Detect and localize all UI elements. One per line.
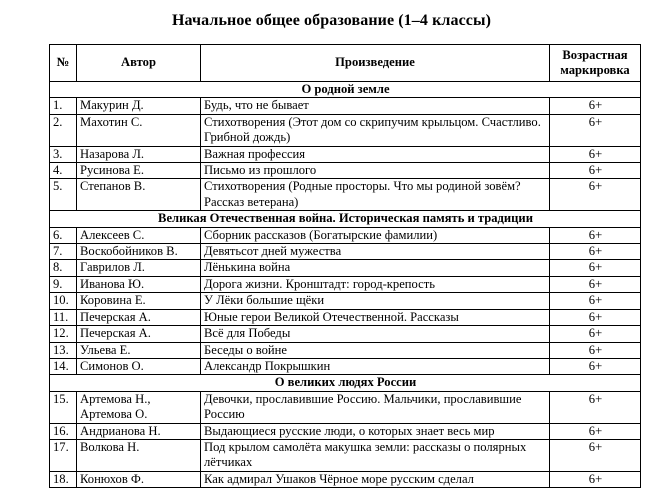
author-cell: Воскобойников В. bbox=[77, 244, 201, 260]
row-number-cell: 1. bbox=[50, 98, 77, 114]
row-number-cell: 12. bbox=[50, 326, 77, 342]
author-cell: Печерская А. bbox=[77, 309, 201, 325]
row-number-cell: 9. bbox=[50, 276, 77, 292]
table-row bbox=[50, 471, 641, 487]
table-row bbox=[50, 439, 641, 471]
age-rating-cell: 6+ bbox=[550, 163, 641, 179]
section-heading: О родной земле bbox=[50, 82, 641, 98]
table-row bbox=[50, 342, 641, 358]
age-rating-cell: 6+ bbox=[550, 309, 641, 325]
section-heading-row bbox=[50, 82, 641, 98]
author-cell: Гаврилов Л. bbox=[77, 260, 201, 276]
work-cell: У Лёки большие щёки bbox=[201, 293, 550, 309]
table-row bbox=[50, 326, 641, 342]
table-row bbox=[50, 179, 641, 211]
row-number-cell: 2. bbox=[50, 114, 77, 146]
row-number-cell: 7. bbox=[50, 244, 77, 260]
work-cell: Александр Покрышкин bbox=[201, 358, 550, 374]
age-rating-cell: 6+ bbox=[550, 114, 641, 146]
author-cell: Русинова Е. bbox=[77, 163, 201, 179]
table-row bbox=[50, 276, 641, 292]
age-rating-cell: 6+ bbox=[550, 358, 641, 374]
age-rating-cell: 6+ bbox=[550, 423, 641, 439]
section-heading: Великая Отечественная война. Историческая память и традиции bbox=[50, 211, 641, 227]
author-cell: Макурин Д. bbox=[77, 98, 201, 114]
table-row bbox=[50, 293, 641, 309]
table-row bbox=[50, 114, 641, 146]
work-cell: Юные герои Великой Отечественной. Рассказы bbox=[201, 309, 550, 325]
author-cell: Назарова Л. bbox=[77, 146, 201, 162]
work-cell: Будь, что не бывает bbox=[201, 98, 550, 114]
work-cell: Всё для Победы bbox=[201, 326, 550, 342]
author-cell: Алексеев С. bbox=[77, 227, 201, 243]
row-number-cell: 13. bbox=[50, 342, 77, 358]
author-cell: Махотин С. bbox=[77, 114, 201, 146]
column-header-age: Возрастная маркировка bbox=[550, 45, 641, 82]
work-cell: Девочки, прославившие Россию. Мальчики, прославившие Россию bbox=[201, 391, 550, 423]
work-cell: Важная профессия bbox=[201, 146, 550, 162]
column-header-num: № bbox=[50, 45, 77, 82]
work-cell: Выдающиеся русские люди, о которых знает весь мир bbox=[201, 423, 550, 439]
row-number-cell: 8. bbox=[50, 260, 77, 276]
table-row bbox=[50, 227, 641, 243]
author-cell: Артемова Н., Артемова О. bbox=[77, 391, 201, 423]
author-cell: Печерская А. bbox=[77, 326, 201, 342]
age-rating-cell: 6+ bbox=[550, 98, 641, 114]
row-number-cell: 11. bbox=[50, 309, 77, 325]
table-row bbox=[50, 98, 641, 114]
work-cell: Под крылом самолёта макушка земли: рассказы о полярных лётчиках bbox=[201, 439, 550, 471]
row-number-cell: 10. bbox=[50, 293, 77, 309]
work-cell: Стихотворения (Этот дом со скрипучим крыльцом. Счастливо. Грибной дождь) bbox=[201, 114, 550, 146]
age-rating-cell: 6+ bbox=[550, 276, 641, 292]
row-number-cell: 17. bbox=[50, 439, 77, 471]
work-cell: Сборник рассказов (Богатырские фамилии) bbox=[201, 227, 550, 243]
table-row bbox=[50, 358, 641, 374]
work-cell: Дорога жизни. Кронштадт: город-крепость bbox=[201, 276, 550, 292]
book-table bbox=[49, 44, 641, 488]
table-row bbox=[50, 391, 641, 423]
row-number-cell: 18. bbox=[50, 471, 77, 487]
table-header-row bbox=[50, 45, 641, 82]
row-number-cell: 5. bbox=[50, 179, 77, 211]
column-header-author: Автор bbox=[77, 45, 201, 82]
author-cell: Иванова Ю. bbox=[77, 276, 201, 292]
age-rating-cell: 6+ bbox=[550, 146, 641, 162]
table-row bbox=[50, 423, 641, 439]
age-rating-cell: 6+ bbox=[550, 244, 641, 260]
section-heading-row bbox=[50, 211, 641, 227]
table-row bbox=[50, 309, 641, 325]
work-cell: Девятьсот дней мужества bbox=[201, 244, 550, 260]
age-rating-cell: 6+ bbox=[550, 342, 641, 358]
row-number-cell: 15. bbox=[50, 391, 77, 423]
section-heading-row bbox=[50, 375, 641, 391]
work-cell: Беседы о войне bbox=[201, 342, 550, 358]
column-header-work: Произведение bbox=[201, 45, 550, 82]
author-cell: Симонов О. bbox=[77, 358, 201, 374]
table-row bbox=[50, 163, 641, 179]
age-rating-cell: 6+ bbox=[550, 326, 641, 342]
author-cell: Коровина Е. bbox=[77, 293, 201, 309]
age-rating-cell: 6+ bbox=[550, 227, 641, 243]
work-cell: Стихотворения (Родные просторы. Что мы родиной зовём? Рассказ ветерана) bbox=[201, 179, 550, 211]
row-number-cell: 3. bbox=[50, 146, 77, 162]
age-rating-cell: 6+ bbox=[550, 391, 641, 423]
author-cell: Степанов В. bbox=[77, 179, 201, 211]
section-heading: О великих людях России bbox=[50, 375, 641, 391]
row-number-cell: 4. bbox=[50, 163, 77, 179]
work-cell: Как адмирал Ушаков Чёрное море русским сделал bbox=[201, 471, 550, 487]
table-row bbox=[50, 244, 641, 260]
author-cell: Ульева Е. bbox=[77, 342, 201, 358]
table-body bbox=[50, 82, 641, 488]
table-row bbox=[50, 146, 641, 162]
author-cell: Волкова Н. bbox=[77, 439, 201, 471]
row-number-cell: 14. bbox=[50, 358, 77, 374]
age-rating-cell: 6+ bbox=[550, 260, 641, 276]
row-number-cell: 6. bbox=[50, 227, 77, 243]
age-rating-cell: 6+ bbox=[550, 293, 641, 309]
work-cell: Письмо из прошлого bbox=[201, 163, 550, 179]
table-row bbox=[50, 260, 641, 276]
author-cell: Конюхов Ф. bbox=[77, 471, 201, 487]
age-rating-cell: 6+ bbox=[550, 439, 641, 471]
age-rating-cell: 6+ bbox=[550, 471, 641, 487]
row-number-cell: 16. bbox=[50, 423, 77, 439]
age-rating-cell: 6+ bbox=[550, 179, 641, 211]
work-cell: Лёнькина война bbox=[201, 260, 550, 276]
author-cell: Андрианова Н. bbox=[77, 423, 201, 439]
page-title: Начальное общее образование (1–4 классы) bbox=[172, 12, 491, 29]
